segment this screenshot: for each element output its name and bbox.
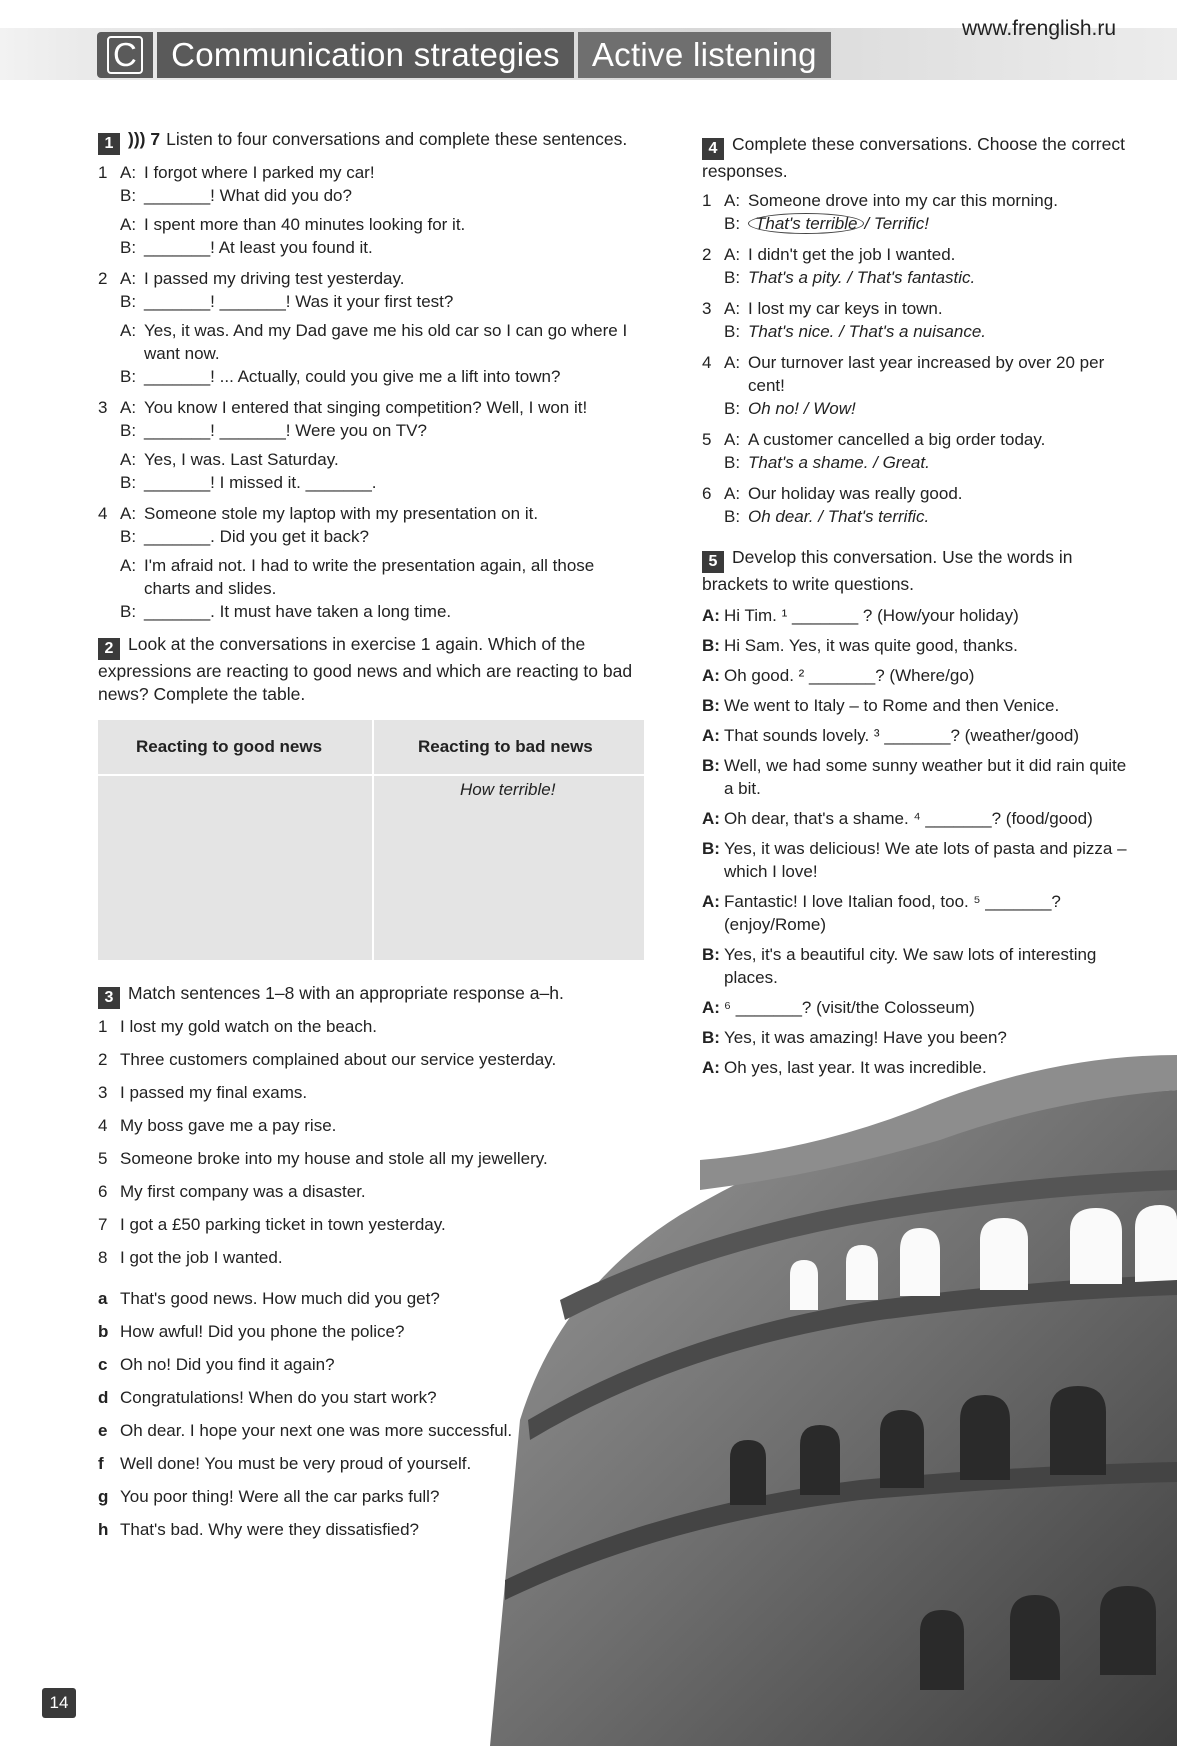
speaker-label: A: [702,666,720,685]
dialogue-lines [120,267,638,388]
speaker-label: B: [120,473,137,492]
line-text: _______! I missed it. _______. [144,473,377,492]
speaker-label: A: [724,353,741,372]
dialogue-line [120,448,638,471]
speaker-label: A: [724,299,741,318]
item-number: 6 [98,1182,108,1201]
speaker-label: A: [702,606,720,625]
speaker-label: B: [702,636,720,655]
sentence-text: My first company was a disaster. [120,1182,366,1201]
conversation-item [702,189,1132,235]
conversation-item [702,482,1132,528]
exercise-3 [98,982,638,1541]
exercise-5-instruction: 5 Develop this conversation. Use the words in brackets to write questions. [702,547,1073,594]
speaker-label: A: [120,215,137,234]
item-number: 6 [702,484,712,503]
line-text: Hi Sam. Yes, it was quite good, thanks. [724,636,1018,655]
exercise-3-instruction: 3 Match sentences 1–8 with an appropriate response a–h. [98,982,638,1009]
item-number: 1 [98,163,108,182]
sentence-item [98,1081,638,1104]
speaker-label: A: [702,809,720,828]
dialogue-line [120,213,638,236]
dialogue-line [120,290,638,313]
dialogue-line [724,297,1132,320]
dialogue-lines [120,161,638,259]
dialogue-line [702,694,1132,717]
item-number: 4 [98,1116,108,1135]
section-letter: C [97,32,153,78]
response-text: That's good news. How much did you get? [120,1289,440,1308]
line-text: Someone drove into my car this morning. [748,191,1058,210]
response-text: Oh no! Did you find it again? [120,1355,335,1374]
dialogue-line [120,319,638,365]
speaker-label: B: [724,214,741,233]
dialogue-line [724,505,1132,528]
speaker-label: B: [702,756,720,775]
response-item [98,1320,638,1343]
item-number: 8 [98,1248,108,1267]
dialogue-lines [724,243,1132,289]
dialogue-line [724,189,1132,212]
left-column [98,128,638,1551]
exercise-1 [98,128,638,623]
conversation-item [702,428,1132,474]
line-text: We went to Italy – to Rome and then Venice. [724,696,1060,715]
dialogue-line [702,807,1132,830]
line-text: _______. It must have taken a long time. [144,602,452,621]
page-number: 14 [42,1688,76,1718]
dialogue-line [702,754,1132,800]
speaker-label: A: [702,892,720,911]
speaker-label: B: [724,322,741,341]
dialogue-line [702,664,1132,687]
line-text: _______. Did you get it back? [144,527,369,546]
response-options: That's nice. / That's a nuisance. [748,322,986,341]
exercise-3-responses [98,1287,638,1541]
speaker-label: B: [120,186,137,205]
response-text: That's bad. Why were they dissatisfied? [120,1520,419,1539]
line-text: _______! What did you do? [144,186,352,205]
sentence-text: Three customers complained about our service yesterday. [120,1050,557,1069]
line-text: Oh good. ² _______? (Where/go) [724,666,975,685]
section-subtitle: Active listening [578,32,831,78]
item-letter: h [98,1520,109,1539]
dialogue-item [98,267,638,388]
dialogue-lines [724,297,1132,343]
dialogue-line [702,837,1132,883]
response-item [98,1485,638,1508]
line-text: Yes, it was. And my Dad gave me his old car so I can go where I want now. [144,321,628,363]
line-text: Yes, I was. Last Saturday. [144,450,339,469]
speaker-label: A: [724,430,741,449]
line-text: I spent more than 40 minutes looking for it. [144,215,466,234]
speaker-label: A: [702,998,720,1017]
item-letter: d [98,1388,109,1407]
item-number: 7 [98,1215,108,1234]
speaker-label: B: [724,507,741,526]
item-letter: e [98,1421,108,1440]
line-text: _______! _______! Were you on TV? [144,421,427,440]
audio-track-icon[interactable]: ))) 7 [128,129,161,149]
sentence-text: Someone broke into my house and stole all my jewellery. [120,1149,548,1168]
dialogue-line [120,396,638,419]
exercise-badge: 1 [98,133,120,155]
dialogue-line [120,161,638,184]
line-text: I'm afraid not. I had to write the presentation again, all those charts and slides. [144,556,595,598]
speaker-label: B: [120,292,137,311]
dialogue-line [724,212,1132,235]
speaker-label: B: [702,1028,720,1047]
item-number: 4 [98,504,108,523]
sentence-item [98,1114,638,1137]
dialogue-line [120,502,638,525]
dialogue-line [724,243,1132,266]
dialogue-line [702,943,1132,989]
dialogue-line [120,184,638,207]
response-text: How awful! Did you phone the police? [120,1322,405,1341]
item-number: 4 [702,353,712,372]
exercise-4-instruction: 4 Complete these conversations. Choose the correct responses. [702,134,1125,181]
dialogue-line [702,1056,1132,1079]
response-text: Congratulations! When do you start work? [120,1388,437,1407]
dialogue-line [120,267,638,290]
conversation-item [702,297,1132,343]
dialogue-line [724,266,1132,289]
response-item [98,1353,638,1376]
line-text: ⁶ _______? (visit/the Colosseum) [724,998,975,1017]
line-text: Our holiday was really good. [748,484,963,503]
speaker-label: B: [702,839,720,858]
line-text: Oh dear, that's a shame. ⁴ _______? (food/good) [724,809,1093,828]
speaker-label: B: [120,527,137,546]
circled-answer[interactable]: That's terrible [748,213,864,234]
dialogue-line [724,482,1132,505]
item-number: 3 [98,1083,108,1102]
line-text: Fantastic! I love Italian food, too. ⁵ _______? (enjoy/Rome) [724,892,1061,934]
line-text: _______! _______! Was it your first test? [144,292,454,311]
item-letter: c [98,1355,108,1374]
line-text: That sounds lovely. ³ _______? (weather/good) [724,726,1080,745]
dialogue-line [120,600,638,623]
line-text: Yes, it was amazing! Have you been? [724,1028,1007,1047]
dialogue-line [702,634,1132,657]
speaker-label: B: [120,602,137,621]
sentence-item [98,1048,638,1071]
line-text: Hi Tim. ¹ _______ ? (How/your holiday) [724,606,1019,625]
sentence-text: I got the job I wanted. [120,1248,283,1267]
conversation-item [702,243,1132,289]
dialogue-line [120,365,638,388]
speaker-label: A: [724,191,741,210]
dialogue-line [724,351,1132,397]
dialogue-line [724,451,1132,474]
website-url[interactable]: www.frenglish.ru [962,17,1117,40]
line-text: I forgot where I parked my car! [144,163,375,182]
line-text: Yes, it's a beautiful city. We saw lots of interesting places. [724,945,1097,987]
exercise-1-items [98,161,638,623]
speaker-label: A: [120,556,137,575]
exercise-4 [702,133,1132,528]
dialogue-line [120,471,638,494]
item-number: 2 [702,245,712,264]
sentence-item [98,1180,638,1203]
dialogue-line [702,890,1132,936]
sentence-text: I got a £50 parking ticket in town yesterday. [120,1215,446,1234]
speaker-label: A: [724,245,741,264]
item-letter: a [98,1289,108,1308]
speaker-label: A: [120,163,137,182]
line-text: A customer cancelled a big order today. [748,430,1046,449]
line-text: Someone stole my laptop with my presentation on it. [144,504,539,523]
dialogue-lines [724,482,1132,528]
sentence-item [98,1015,638,1038]
response-item [98,1287,638,1310]
dialogue-line [724,397,1132,420]
dialogue-item [98,396,638,494]
dialogue-line [702,1026,1132,1049]
right-column [702,133,1132,1086]
response-options: That's a shame. / Great. [748,453,930,472]
dialogue-line [120,554,638,600]
dialogue-line [702,724,1132,747]
sentence-text: I lost my gold watch on the beach. [120,1017,378,1036]
line-text: You know I entered that singing competition? Well, I won it! [144,398,588,417]
dialogue-line [724,428,1132,451]
speaker-label: A: [702,1058,720,1077]
dialogue-line [120,419,638,442]
dialogue-line [724,320,1132,343]
dialogue-lines [724,189,1132,235]
speaker-label: A: [120,504,137,523]
response-item [98,1518,638,1541]
dialogue-item [98,161,638,259]
speaker-label: A: [120,269,137,288]
speaker-label: A: [120,321,137,340]
sentence-item [98,1213,638,1236]
dialogue-line [702,604,1132,627]
line-text: Yes, it was delicious! We ate lots of pasta and pizza – which I love! [724,839,1127,881]
exercise-badge: 4 [702,138,724,160]
exercise-badge: 3 [98,987,120,1009]
line-text: Oh yes, last year. It was incredible. [724,1058,987,1077]
item-number: 3 [702,299,712,318]
news-reaction-table [98,720,644,960]
sentence-item [98,1246,638,1269]
exercise-badge: 5 [702,551,724,573]
item-number: 2 [98,269,108,288]
line-text: _______! At least you found it. [144,238,373,257]
response-options: Oh dear. / That's terrific. [748,507,930,526]
speaker-label: B: [120,238,137,257]
dialogue-lines [724,428,1132,474]
table-header-good: Reacting to good news [136,737,323,756]
exercise-1-instruction: 1 ))) 7 Listen to four conversations and complete these sentences. [98,128,638,155]
item-number: 1 [702,191,712,210]
table-divider [98,774,644,776]
response-text: You poor thing! Were all the car parks full? [120,1487,440,1506]
exercise-5-dialogue [702,604,1132,1079]
item-number: 3 [98,398,108,417]
line-text: I passed my driving test yesterday. [144,269,405,288]
sentence-text: My boss gave me a pay rise. [120,1116,337,1135]
exercise-2-instruction: 2 Look at the conversations in exercise 1 again. Which of the expressions are reacting to good news and which are reacting to bad news? Complete the table. [98,634,633,704]
response-options: That's a pity. / That's fantastic. [748,268,976,287]
speaker-label: B: [120,367,137,386]
response-item [98,1386,638,1409]
table-divider [372,720,374,960]
item-number: 5 [98,1149,108,1168]
table-cell-example: How terrible! [460,780,556,799]
exercise-2 [98,633,638,960]
sentence-item [98,1147,638,1170]
line-text: I lost my car keys in town. [748,299,943,318]
exercise-5 [702,546,1132,1079]
sentence-text: I passed my final exams. [120,1083,308,1102]
response-item [98,1419,638,1442]
item-letter: b [98,1322,109,1341]
speaker-label: A: [724,484,741,503]
speaker-label: A: [120,398,137,417]
speaker-label: B: [724,399,741,418]
speaker-label: B: [702,696,720,715]
conversation-item [702,351,1132,420]
response-options: That's terrible / Terrific! [748,212,1132,235]
line-text: Our turnover last year increased by over 20 per cent! [748,353,1105,395]
speaker-label: B: [724,453,741,472]
speaker-label: A: [120,450,137,469]
speaker-label: B: [120,421,137,440]
exercise-4-items [702,189,1132,528]
response-options: Oh no! / Wow! [748,399,856,418]
speaker-label: B: [724,268,741,287]
dialogue-item [98,502,638,623]
speaker-label: A: [702,726,720,745]
response-item [98,1452,638,1475]
dialogue-lines [120,502,638,623]
line-text: Well, we had some sunny weather but it did rain quite a bit. [724,756,1127,798]
dialogue-lines [120,396,638,494]
dialogue-line [702,996,1132,1019]
response-text: Oh dear. I hope your next one was more successful. [120,1421,513,1440]
exercise-badge: 2 [98,638,120,660]
exercise-3-sentences [98,1015,638,1269]
line-text: I didn't get the job I wanted. [748,245,956,264]
speaker-label: B: [702,945,720,964]
item-number: 2 [98,1050,108,1069]
item-number: 5 [702,430,712,449]
item-letter: f [98,1454,104,1473]
section-title: Communication strategies [157,32,574,78]
line-text: _______! ... Actually, could you give me a lift into town? [144,367,561,386]
item-number: 1 [98,1017,108,1036]
table-header-bad: Reacting to bad news [418,737,593,756]
response-text: Well done! You must be very proud of yourself. [120,1454,472,1473]
item-letter: g [98,1487,109,1506]
dialogue-lines [724,351,1132,420]
dialogue-line [120,236,638,259]
dialogue-line [120,525,638,548]
